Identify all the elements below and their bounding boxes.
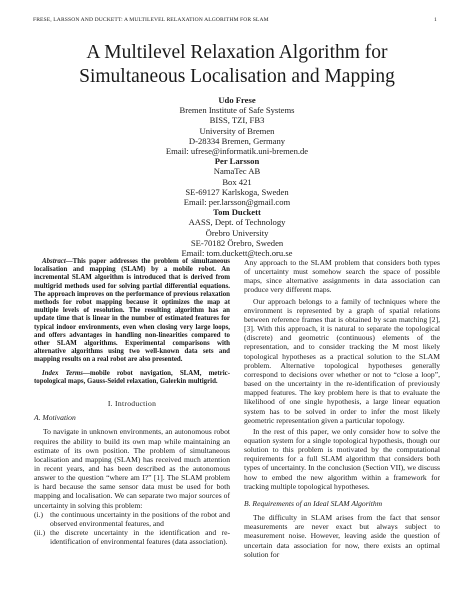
index-terms-label: Index Terms	[42, 369, 83, 377]
author-affiliation-line: BISS, TZI, FB3	[209, 115, 265, 126]
author-affiliation-line: University of Bremen	[199, 125, 275, 136]
abstract	[34, 258, 230, 365]
author-affiliation-line: NamaTec AB	[213, 166, 261, 177]
author-email: Email: tom.duckett@tech.oru.se	[181, 248, 293, 259]
list-text: the continuous uncertainty in the positions of the robot and observed environmental features, and	[50, 509, 230, 528]
left-column	[34, 258, 230, 546]
right-column	[244, 258, 440, 559]
page-number: 1	[434, 17, 437, 23]
author-affiliation-line: AASS, Dept. of Technology	[188, 217, 286, 228]
author-affiliation-line: Örebro University	[205, 227, 269, 238]
subsection-heading: A. Motivation	[34, 413, 76, 423]
subsection-heading: B. Requirements of an Ideal SLAM Algorithm	[244, 498, 383, 508]
author-email: Email: per.larsson@gmail.com	[183, 197, 291, 208]
author-name: Per Larsson	[214, 156, 260, 167]
paper-title	[0, 41, 474, 89]
paragraph: To navigate in unknown environments, an autonomous robot requires the ability to build its own map while maintaining an estimate of its own position. The problem of simultaneous localisation and mapping (SLAM) has received much attention in recent years, and has been described as the autonomous answer to the question “where am I?” [1]. The SLAM problem is hard because the same sensor data must be used for both mapping and localisation. We can separate two major sources of uncertainty in solving this problem:	[34, 427, 230, 510]
paragraph: In the rest of this paper, we only consider how to solve the equation system for a single topological hypothesis, though our solution to this problem is motivated by the computational requirements for a full SLAM algorithm that considers both types of uncertainty. In the conclusion (Section VII), we discuss how to embed the new algorithm within a framework for tracking multiple topological hypotheses.	[244, 426, 440, 491]
list-item	[34, 510, 230, 528]
running-head: FRESE, LARSSON AND DUCKETT: A MULTILEVEL RELAXATION ALGORITHM FOR SLAM	[33, 17, 269, 23]
abstract-text: —This paper addresses the problem of simultaneous localisation and mapping (SLAM) by a mobile robot. An incremental SLAM algorithm is introduced that is derived from multigrid methods used for solving partial differential equations. The approach improves on the performance of previous relaxation methods for robot mapping because it optimizes the map at multiple levels of resolution. The resulting algorithm has an update time that is linear in the number of estimated features for typical indoor environments, even when closing very large loops, and offers advantages in handling non-linearities compared to other SLAM algorithms. Experimental comparisons with alternative algorithms using two well-known data sets and mapping results on a real robot are also presented.	[34, 258, 230, 364]
list-marker: (i.)	[34, 509, 44, 519]
title-line-1: A Multilevel Relaxation Algorithm for	[86, 42, 388, 63]
list-text: the discrete uncertainty in the identification and re-identification of environmental features (data association).	[50, 528, 230, 547]
list-item	[34, 528, 230, 546]
list-marker: (ii.)	[34, 528, 46, 538]
author-affiliation-line: SE-70182 Örebro, Sweden	[190, 237, 284, 248]
paragraph: Any approach to the SLAM problem that considers both types of uncertainty must somehow search the space of possible maps, since alternative assignments in data association can produce very different maps.	[244, 258, 440, 295]
paragraph: The difficulty in SLAM arises from the fact that sensor measurements are never exact but always subject to measurement noise. However, leaving aside the question of uncertain data association for now, there exists an optimal solution for	[244, 513, 440, 559]
author-name: Udo Frese	[218, 95, 256, 105]
title-line-2: Simultaneous Localisation and Mapping	[79, 66, 395, 87]
author-frese	[0, 95, 474, 258]
spacer	[244, 491, 440, 499]
author-affiliation-line: D-28334 Bremen, Germany	[188, 135, 286, 146]
index-terms	[34, 370, 230, 386]
section-heading: I. Introduction	[107, 399, 157, 409]
author-email: Email: ufrese@informatik.uni-bremen.de	[165, 146, 309, 157]
author-affiliation-line: Bremen Institute of Safe Systems	[179, 105, 295, 116]
author-affiliation-line: Box 421	[222, 176, 252, 187]
index-terms-text: —mobile robot navigation, SLAM, metric-topological maps, Gauss-Seidel relaxation, Galerkin multigrid.	[34, 369, 230, 385]
paragraph: Our approach belongs to a family of techniques where the environment is represented by a graph of spatial relations between reference frames that is obtained by scan matching [2], [3]. With this approach, it is natural to separate the topological (discrete) and geometric (continuous) elements of the representation, and to consider tracking the M most likely topological hypotheses as a practical solution to the SLAM problem. Alternative topological hypotheses generally correspond to decisions over whether or not to “close a loop”, based on the uncertainty in the re-identification of previously mapped features. The key problem here is that to evaluate the likelihood of one single hypothesis, a large linear equation system has to be solved in order to infer the most likely geometric representation given a particular topology.	[244, 296, 440, 425]
author-name: Tom Duckett	[213, 207, 261, 218]
abstract-label: Abstract	[42, 258, 66, 265]
author-affiliation-line: SE-69127 Karlskoga, Sweden	[185, 186, 289, 197]
